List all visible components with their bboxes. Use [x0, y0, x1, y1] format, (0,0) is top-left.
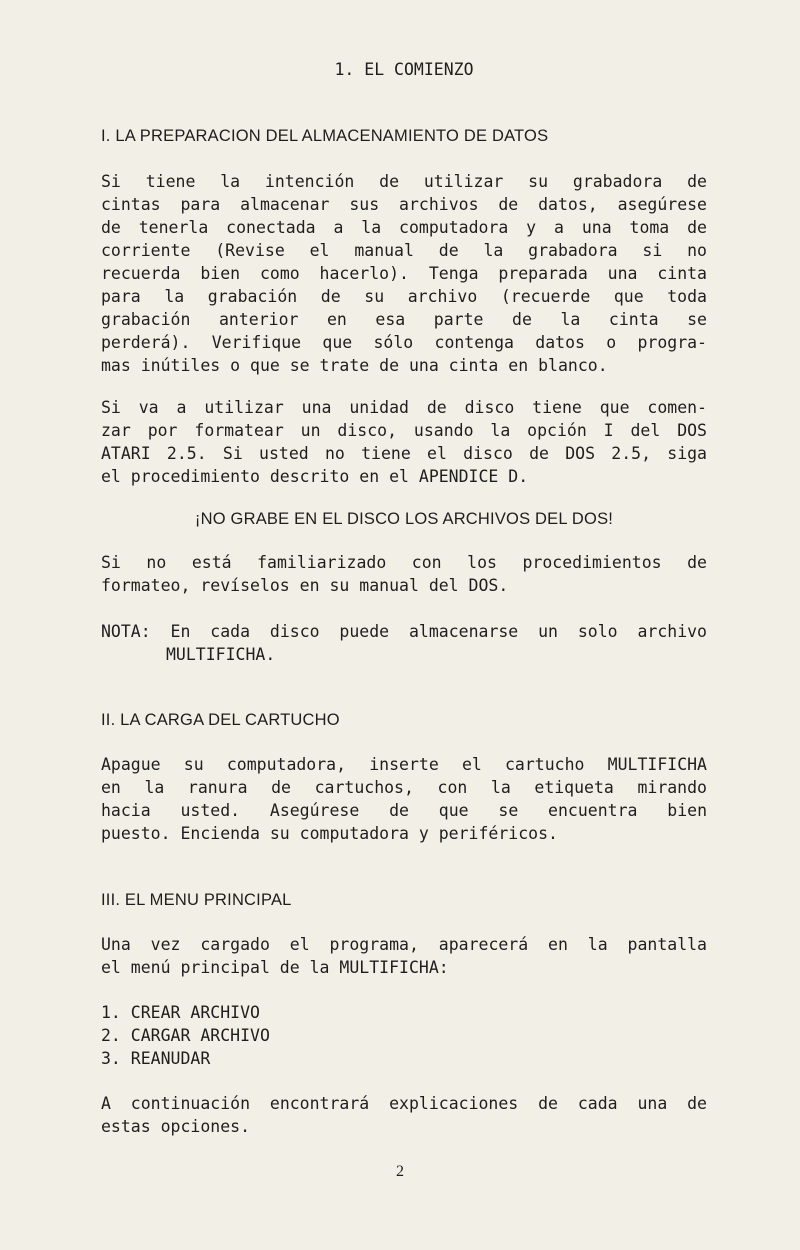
paragraph-line: el menú principal de la MULTIFICHA:: [101, 958, 449, 977]
paragraph-line: recuerda bien como hacerlo). Tenga preparada una cinta: [101, 264, 707, 283]
paragraph-line: corriente (Revise el manual de la grabadora si no: [101, 241, 707, 260]
menu-list-item: 2. CARGAR ARCHIVO: [101, 1026, 270, 1045]
paragraph-line: el procedimiento descrito en el APENDICE D.: [101, 467, 529, 486]
paragraph-line: Apague su computadora, inserte el cartucho MULTIFICHA: [101, 755, 707, 774]
paragraph-line: grabación anterior en esa parte de la cinta se: [101, 310, 707, 329]
paragraph-line: mas inútiles o que se trate de una cinta en blanco.: [101, 356, 608, 375]
paragraph-line: puesto. Encienda su computadora y periféricos.: [101, 824, 558, 843]
section-heading-preparacion: I. LA PREPARACION DEL ALMACENAMIENTO DE DATOS: [101, 127, 549, 145]
paragraph-line: cintas para almacenar sus archivos de datos, asegúrese: [101, 195, 707, 214]
paragraph-line: formateo, revíselos en su manual del DOS.: [101, 576, 509, 595]
chapter-title: 1. EL COMIENZO: [334, 60, 474, 79]
section-heading-carga: II. LA CARGA DEL CARTUCHO: [101, 711, 340, 729]
paragraph-line: zar por formatear un disco, usando la opción I del DOS: [101, 421, 707, 440]
paragraph-line: ATARI 2.5. Si usted no tiene el disco de DOS 2.5, siga: [101, 444, 707, 463]
paragraph-line: en la ranura de cartuchos, con la etiqueta mirando: [101, 778, 707, 797]
menu-list-item: 3. REANUDAR: [101, 1049, 211, 1068]
section-heading-menu: III. EL MENU PRINCIPAL: [101, 891, 292, 909]
paragraph-line: Una vez cargado el programa, aparecerá en la pantalla: [101, 935, 707, 954]
note-line: NOTA: En cada disco puede almacenarse un solo archivo: [101, 622, 707, 641]
paragraph-line: estas opciones.: [101, 1117, 251, 1136]
paragraph-line: hacia usted. Asegúrese de que se encuentra bien: [101, 801, 707, 820]
paragraph-line: Si no está familiarizado con los procedimientos de: [101, 553, 707, 572]
paragraph-line: de tenerla conectada a la computadora y a una toma de: [101, 218, 707, 237]
paragraph-line: Si tiene la intención de utilizar su grabadora de: [101, 172, 707, 191]
paragraph-line: Si va a utilizar una unidad de disco tiene que comen-: [101, 398, 707, 417]
paragraph-line: A continuación encontrará explicaciones de cada una de: [101, 1094, 707, 1113]
warning-text: ¡NO GRABE EN EL DISCO LOS ARCHIVOS DEL DOS!: [194, 510, 614, 528]
paragraph-line: perderá). Verifique que sólo contenga datos o progra-: [101, 333, 707, 352]
paragraph-line: para la grabación de su archivo (recuerde que toda: [101, 287, 707, 306]
page-number: 2: [396, 1163, 404, 1180]
menu-list-item: 1. CREAR ARCHIVO: [101, 1003, 260, 1022]
note-line: MULTIFICHA.: [166, 645, 276, 664]
